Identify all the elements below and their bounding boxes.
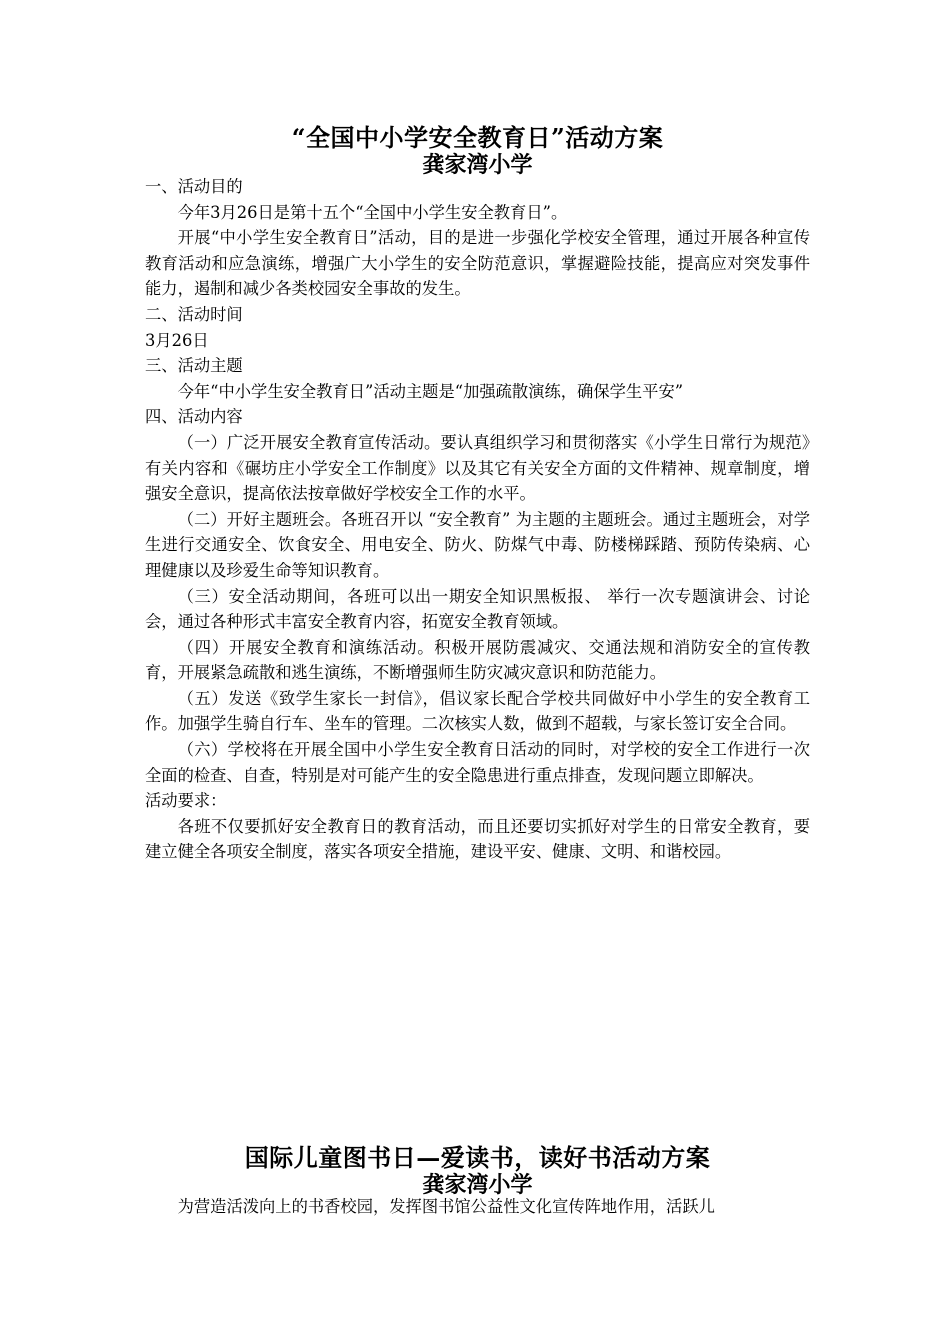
paragraph: （四）开展安全教育和演练活动。积极开展防震减灾、交通法规和消防安全的宣传教育，开展紧急疏散和逃生演练，不断增强师生防灾减灾意识和防范能力。 xyxy=(145,637,810,683)
paragraph: 各班不仅要抓好安全教育日的教育活动，而且还要切实抓好对学生的日常安全教育，要建立健全各项安全制度，落实各项安全措施，建设平安、健康、文明、和谐校园。 xyxy=(145,816,810,862)
paragraph: 为营造活泼向上的书香校园，发挥图书馆公益性文化宣传阵地作用，活跃儿 xyxy=(177,1197,715,1216)
section-heading: 四、活动内容 xyxy=(145,407,243,427)
section-heading: 二、活动时间 xyxy=(145,304,243,324)
paragraph: （二）开好主题班会。各班召开以 “安全教育” 为主题的主题班会。通过主题班会，对学生进行交通安全、饮食安全、用电安全、防火、防煤气中毒、防楼梯踩踏、预防传染病、心理健康以及珍爱生命等知识教育。 xyxy=(145,509,810,580)
doc2-title: 国际儿童图书日—爱读书，读好书活动方案 xyxy=(244,1143,711,1172)
doc1-header xyxy=(145,124,810,178)
paragraph: 今年3月26日是第十五个“全国中小学生安全教育日”。 xyxy=(177,202,568,222)
doc2-header xyxy=(145,1144,810,1198)
paragraph: 开展“中小学生安全教育日”活动，目的是进一步强化学校安全管理，通过开展各种宣传教育活动和应急演练，增强广大小学生的安全防范意识，掌握避险技能，提高应对突发事件能力，遏制和减少各类校园安全事故的发生。 xyxy=(145,228,810,299)
paragraph: （一）广泛开展安全教育宣传活动。要认真组织学习和贯彻落实《小学生日常行为规范》有关内容和《碾坊庄小学安全工作制度》以及其它有关安全方面的文件精神、规章制度，增强安全意识，提高依法按章做好学校安全工作的水平。 xyxy=(145,432,810,504)
doc2-school: 龚家湾小学 xyxy=(422,1172,533,1198)
doc2-body xyxy=(145,1194,810,1220)
paragraph: （三）安全活动期间，各班可以出一期安全知识黑板报、 举行一次专题演讲会、讨论会，通过各种形式丰富安全教育内容，拓宽安全教育领域。 xyxy=(145,586,810,632)
activity-date: 3月26日 xyxy=(145,330,209,350)
paragraph: （五）发送《致学生家长一封信》，倡议家长配合学校共同做好中小学生的安全教育工作。加强学生骑自行车、坐车的管理。二次核实人数，做到不超载，与家长签订安全合同。 xyxy=(145,688,810,734)
section-heading: 一、活动目的 xyxy=(145,177,243,196)
paragraph: 今年“中小学生安全教育日”活动主题是“加强疏散演练，确保学生平安” xyxy=(177,381,684,401)
section-heading: 活动要求： xyxy=(145,791,227,811)
doc1-title: “全国中小学安全教育日”活动方案 xyxy=(291,123,664,152)
paragraph: （六）学校将在开展全国中小学生安全教育日活动的同时，对学校的安全工作进行一次全面的检查、自查，特别是对可能产生的安全隐患进行重点排查，发现问题立即解决。 xyxy=(145,740,810,785)
doc1-school: 龚家湾小学 xyxy=(422,152,533,178)
doc1-body xyxy=(145,174,810,865)
section-heading: 三、活动主题 xyxy=(145,356,243,376)
